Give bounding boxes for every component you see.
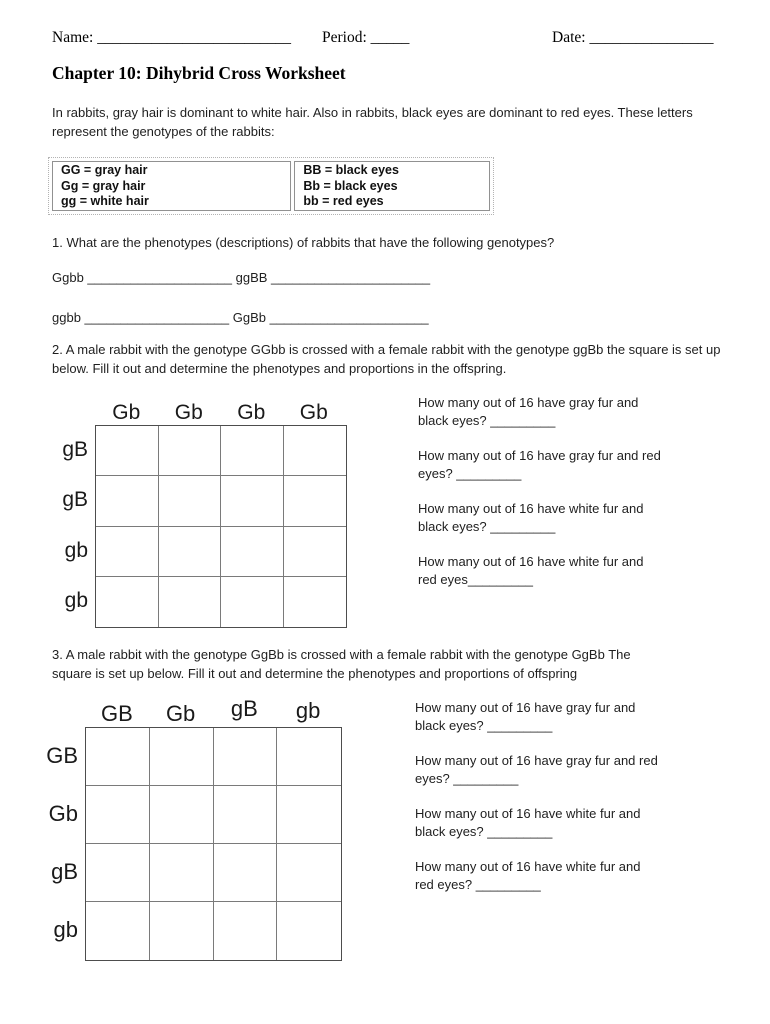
row-label: Gb — [48, 801, 78, 826]
punnett-cell[interactable] — [284, 476, 347, 526]
intro-line-2: represent the genotypes of the rabbits: — [52, 124, 275, 139]
column-label: gB — [230, 696, 258, 721]
question-line: eyes? _________ — [418, 466, 522, 481]
offspring-question[interactable] — [415, 858, 705, 894]
column-label: gb — [295, 698, 321, 723]
row-label: gB — [51, 859, 78, 884]
punnett-cell[interactable] — [150, 786, 214, 844]
punnett-cell[interactable] — [214, 786, 278, 844]
punnett-cell[interactable] — [150, 728, 214, 786]
punnett-cell[interactable] — [221, 426, 284, 476]
offspring-questions-1 — [418, 394, 708, 606]
intro-text — [52, 103, 693, 141]
q3-line-1: 3. A male rabbit with the genotype GgBb is crossed with a female rabbit with the genotype GgBb The — [52, 647, 631, 662]
eyes-genotype-key — [294, 161, 490, 211]
q2-line-1: 2. A male rabbit with the genotype GGbb is crossed with a female rabbit with the genotype ggBb the square is set up — [52, 342, 721, 357]
punnett-cell[interactable] — [221, 476, 284, 526]
punnett2-column-labels — [85, 696, 340, 727]
punnett-cell[interactable] — [86, 902, 150, 960]
key-line: Bb = black eyes — [303, 178, 398, 193]
punnett2-row-labels — [46, 727, 85, 959]
question-line: black eyes? _________ — [418, 519, 556, 534]
punnett-cell[interactable] — [277, 786, 341, 844]
row-label: gB — [62, 488, 88, 512]
offspring-question[interactable] — [418, 394, 708, 430]
question-line: How many out of 16 have gray fur and — [418, 395, 639, 410]
punnett-cell[interactable] — [96, 426, 159, 476]
punnett1-column-labels — [95, 398, 345, 425]
row-label: gb — [64, 538, 88, 562]
offspring-question[interactable] — [418, 500, 708, 536]
punnett-cell[interactable] — [150, 844, 214, 902]
punnett-cell[interactable] — [159, 476, 222, 526]
key-line: gg = white hair — [61, 194, 149, 208]
offspring-question[interactable] — [415, 752, 705, 788]
page-title: Chapter 10: Dihybrid Cross Worksheet — [52, 63, 346, 83]
genotype-key-box — [48, 157, 494, 215]
punnett-cell[interactable] — [214, 844, 278, 902]
punnett-cell[interactable] — [86, 844, 150, 902]
row-label: gb — [64, 588, 88, 612]
punnett-cell[interactable] — [284, 577, 347, 627]
key-line: BB = black eyes — [303, 163, 399, 177]
column-label: Gb — [237, 401, 266, 424]
punnett-cell[interactable] — [221, 577, 284, 627]
q1-blank-row-2[interactable]: ggbb ____________________ GgBb ______________________ — [52, 310, 429, 325]
punnett-cell[interactable] — [221, 527, 284, 577]
punnett-cell[interactable] — [277, 902, 341, 960]
punnett-square-1 — [60, 398, 347, 628]
punnett-cell[interactable] — [96, 476, 159, 526]
column-label: GB — [100, 701, 133, 726]
offspring-question[interactable] — [418, 553, 708, 589]
punnett-cell[interactable] — [159, 577, 222, 627]
punnett-cell[interactable] — [277, 728, 341, 786]
question-line: How many out of 16 have white fur and — [418, 501, 644, 516]
punnett-cell[interactable] — [150, 902, 214, 960]
q2-line-2: below. Fill it out and determine the phenotypes and proportions in the offspring. — [52, 361, 507, 376]
punnett-cell[interactable] — [96, 527, 159, 577]
question-line: black eyes? _________ — [415, 824, 553, 839]
punnett-cell[interactable] — [284, 426, 347, 476]
punnett-cell[interactable] — [159, 426, 222, 476]
question-line: red eyes? _________ — [415, 877, 541, 892]
intro-line-1: In rabbits, gray hair is dominant to white hair. Also in rabbits, black eyes are dominant to red eyes. These letters — [52, 105, 693, 120]
question-1-text: 1. What are the phenotypes (descriptions) of rabbits that have the following genotypes? — [52, 235, 555, 250]
q3-line-2: square is set up below. Fill it out and determine the phenotypes and proportions of offspring — [52, 666, 578, 681]
question-3-text — [52, 645, 631, 683]
key-line: Gg = gray hair — [61, 178, 146, 193]
hair-genotype-key — [52, 161, 291, 211]
question-line: How many out of 16 have gray fur and red — [415, 753, 658, 768]
column-label: Gb — [174, 401, 203, 424]
column-label: Gb — [112, 401, 141, 424]
punnett-cell[interactable] — [159, 527, 222, 577]
punnett-cell[interactable] — [214, 902, 278, 960]
column-label: Gb — [165, 701, 196, 726]
date-blank[interactable]: Date: ________________ — [552, 29, 714, 46]
punnett-cell[interactable] — [277, 844, 341, 902]
punnett-cell[interactable] — [86, 786, 150, 844]
question-line: black eyes? _________ — [415, 718, 553, 733]
punnett1-grid — [95, 425, 347, 628]
punnett1-row-labels — [60, 425, 95, 626]
question-line: eyes? _________ — [415, 771, 519, 786]
question-line: black eyes? _________ — [418, 413, 556, 428]
row-label: GB — [46, 743, 78, 768]
punnett2-grid — [85, 727, 342, 961]
question-line: How many out of 16 have white fur and — [415, 859, 641, 874]
period-blank[interactable]: Period: _____ — [322, 29, 410, 46]
key-line: GG = gray hair — [61, 163, 148, 177]
punnett-cell[interactable] — [86, 728, 150, 786]
question-line: How many out of 16 have gray fur and — [415, 700, 636, 715]
key-line: bb = red eyes — [303, 194, 384, 208]
question-line: How many out of 16 have white fur and — [415, 806, 641, 821]
q1-blank-row-1[interactable]: Ggbb ____________________ ggBB ______________________ — [52, 270, 431, 285]
offspring-question[interactable] — [415, 699, 705, 735]
column-label: Gb — [299, 401, 328, 424]
offspring-question[interactable] — [418, 447, 708, 483]
punnett-cell[interactable] — [96, 577, 159, 627]
row-label: gb — [53, 917, 78, 942]
question-line: red eyes_________ — [418, 572, 533, 587]
punnett-cell[interactable] — [284, 527, 347, 577]
offspring-questions-2 — [415, 699, 705, 911]
question-2-text — [52, 340, 720, 378]
question-line: How many out of 16 have gray fur and red — [418, 448, 661, 463]
punnett-square-2 — [46, 696, 342, 961]
punnett-cell[interactable] — [214, 728, 278, 786]
row-label: gB — [62, 438, 88, 462]
offspring-question[interactable] — [415, 805, 705, 841]
name-blank[interactable]: Name: _________________________ — [52, 29, 291, 46]
question-line: How many out of 16 have white fur and — [418, 554, 644, 569]
